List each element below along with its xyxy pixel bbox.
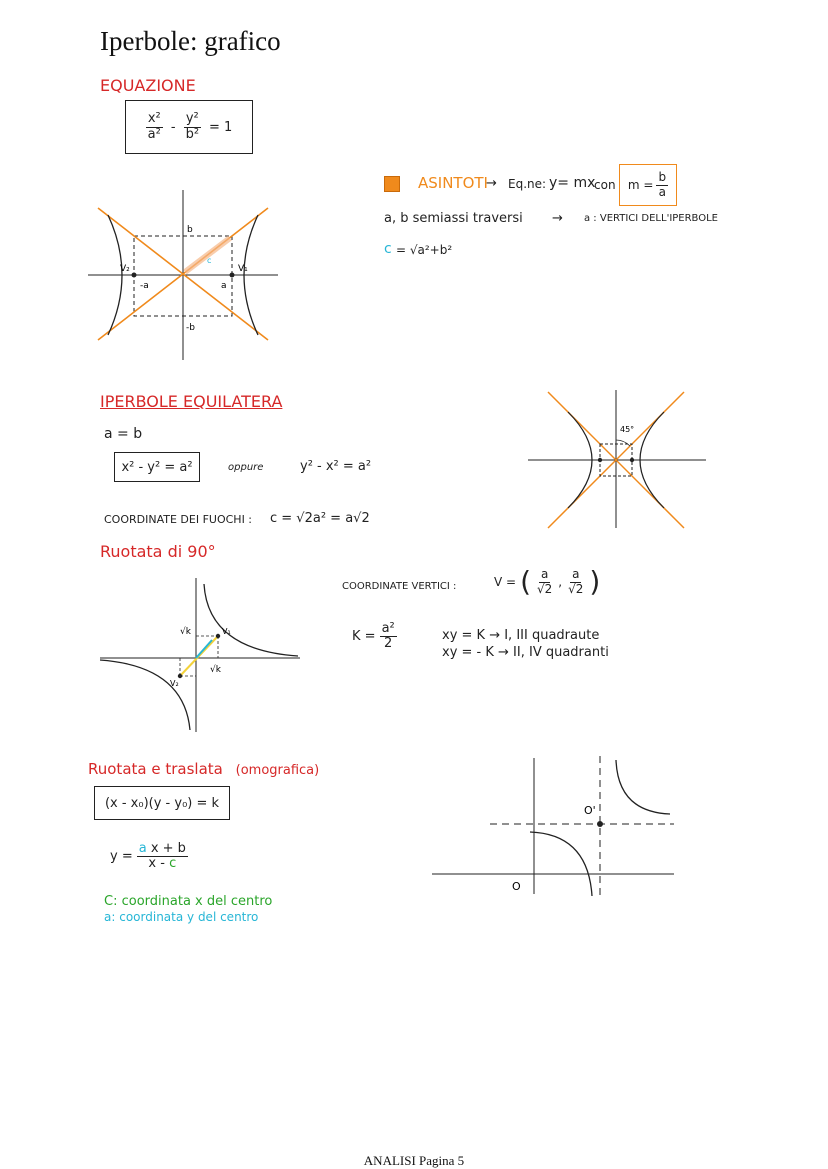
- ruotata-v-formula: [494, 565, 601, 598]
- traslata-y-formula: [110, 842, 188, 872]
- traslata-y-den-c: c: [169, 856, 177, 872]
- asintoti-arrow: →: [486, 176, 497, 191]
- equilatera-eq1-box: [114, 452, 200, 482]
- equazione-heading: EQUAZIONE: [100, 76, 196, 95]
- graph4-center-point: [597, 821, 603, 827]
- asintoti-semiassi: a, b semiassi traversi: [384, 211, 523, 226]
- graph2-angle-label: 45°: [620, 425, 635, 434]
- graph3-label-sqrtk-top: √k: [180, 627, 191, 637]
- graph3-label-v1: V₁: [222, 627, 231, 636]
- translated-hyperbola-graph: [430, 752, 680, 900]
- asintoti-c-formula: = √a²+b²: [396, 243, 453, 257]
- graph3-label-v2: V₂: [170, 679, 179, 688]
- ruotata-k-num: a²: [381, 621, 395, 636]
- asintoti-con: con: [594, 178, 616, 192]
- equazione-num1: x²: [147, 111, 161, 127]
- equazione-minus: -: [170, 119, 176, 135]
- equilatera-a-eq-b: a = b: [104, 426, 143, 442]
- traslata-heading-paren: (omografica): [235, 763, 320, 778]
- ruotata-v-den1: √2: [537, 581, 553, 596]
- graph4-branch-bottom-left: [530, 832, 592, 896]
- graph2-vertex-right: [630, 458, 634, 462]
- equilatera-fuochi-formula: c = √2a² = a√2: [270, 511, 370, 526]
- traslata-c-key: C:: [104, 894, 118, 909]
- graph3-branch-top-right: [204, 584, 298, 656]
- traslata-a-key: a:: [104, 910, 116, 924]
- traslata-c-line: [104, 894, 272, 909]
- ruotata-heading: Ruotata di 90°: [100, 542, 216, 561]
- traslata-y-num-rest: x + b: [150, 841, 186, 856]
- equilatera-oppure: oppure: [228, 462, 264, 473]
- equazione-den1: a²: [147, 126, 161, 142]
- traslata-heading: [88, 760, 319, 778]
- graph1-vertex-left: [132, 273, 137, 278]
- traslata-eq-box: [94, 786, 230, 820]
- graph4-label-center: O': [584, 804, 596, 817]
- graph4-branch-top-right: [616, 760, 670, 814]
- equazione-num2: y²: [185, 111, 199, 127]
- equilateral-hyperbola-graph: [528, 390, 708, 530]
- graph2-vertex-left: [598, 458, 602, 462]
- asintoti-m-lhs: m =: [627, 178, 654, 192]
- traslata-y-num-a: a: [138, 841, 147, 856]
- page-title: Iperbole: grafico: [100, 26, 281, 56]
- graph3-branch-bottom-left: [100, 660, 190, 730]
- asintoti-m-box: [619, 164, 677, 206]
- ruotata-xy1: xy = K → I, III quadraute: [442, 628, 600, 643]
- graph1-vertex-right: [230, 273, 235, 278]
- graph3-vertex-v1: [216, 634, 220, 638]
- equilatera-eq1: x² - y² = a²: [121, 459, 193, 475]
- equazione-box: [125, 100, 253, 154]
- graph3-vertex-v2: [178, 674, 182, 678]
- ruotata-v-comma: ,: [558, 575, 563, 589]
- graph1-label-b: b: [187, 225, 193, 235]
- graph1-label-neg-b: -b: [186, 323, 195, 333]
- traslata-eq: (x - x₀)(y - y₀) = k: [104, 795, 220, 811]
- graph1-label-v2: V₂: [120, 264, 130, 274]
- traslata-c-desc: coordinata x del centro: [121, 894, 273, 909]
- ruotata-v-den2: √2: [568, 581, 584, 596]
- graph1-label-c: c: [207, 256, 212, 265]
- graph1-label-neg-a: -a: [140, 281, 149, 291]
- graph2-angle-arc: [616, 440, 630, 446]
- equilatera-fuochi-label: COORDINATE DEI FUOCHI :: [104, 513, 253, 526]
- hyperbola-graph: [88, 190, 280, 362]
- ruotata-xy2: xy = - K → II, IV quadranti: [442, 645, 609, 660]
- ruotata-v-num2: a: [572, 567, 580, 582]
- graph1-c-highlight: [185, 238, 230, 272]
- traslata-a-desc: coordinata y del centro: [119, 910, 259, 924]
- ruotata-v-num1: a: [540, 567, 549, 582]
- ruotata-vertici-label: COORDINATE VERTICI :: [342, 581, 457, 592]
- page-footer: ANALISI Pagina 5: [363, 1153, 465, 1168]
- equazione-den2: b²: [185, 126, 200, 142]
- traslata-y-lhs: y =: [110, 849, 133, 865]
- graph1-label-v1: V₁: [238, 264, 248, 274]
- ruotata-v-lhs: V =: [494, 575, 517, 589]
- graph4-label-origin: O: [512, 880, 521, 893]
- ruotata-v-paren-open: (: [520, 565, 532, 598]
- ruotata-v-paren-close: ): [589, 565, 601, 598]
- asintoti-m-num: b: [658, 170, 667, 185]
- traslata-a-line: [104, 910, 258, 924]
- asintoti-arrow2: →: [552, 211, 563, 226]
- asintoti-bullet-icon: [384, 176, 400, 192]
- asintoti-heading: ASINTOTI: [418, 174, 488, 192]
- graph3-label-sqrtk-bottom: √k: [210, 665, 221, 675]
- equilatera-eq2: y² - x² = a²: [300, 459, 372, 474]
- asintoti-c-label: c: [384, 241, 392, 257]
- ruotata-k-formula: [352, 622, 397, 652]
- graph1-label-a: a: [221, 281, 227, 291]
- asintoti-eq: y= mx: [549, 175, 596, 191]
- ruotata-k-lhs: K =: [352, 629, 376, 645]
- rotated-hyperbola-graph: [100, 578, 302, 734]
- asintoti-m-den: a: [658, 184, 666, 199]
- asintoti-eq-label: Eq.ne:: [508, 177, 547, 191]
- equazione-rhs: = 1: [209, 119, 233, 135]
- equilatera-heading: IPERBOLE EQUILATERA: [100, 392, 283, 411]
- traslata-y-den-x: x -: [148, 856, 165, 872]
- traslata-heading-main: Ruotata e traslata: [88, 760, 223, 778]
- ruotata-k-den: 2: [384, 636, 393, 652]
- asintoti-vertici: a : VERTICI DELL'IPERBOLE: [584, 213, 719, 224]
- graph3-cyan-segment: [196, 640, 212, 658]
